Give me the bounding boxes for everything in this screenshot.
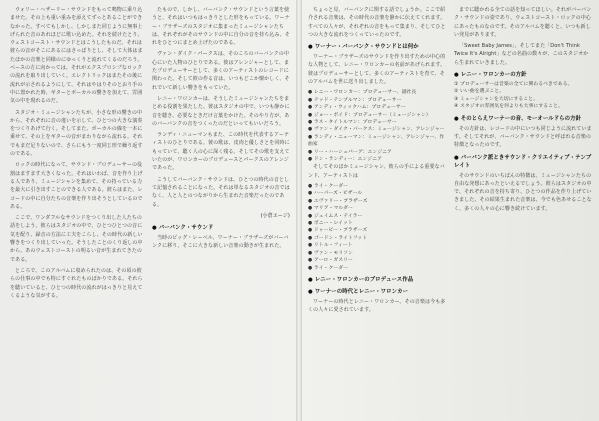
paragraph: その方針は、レコードの中にいつも同じように流れています。そしてそれが、バーバンク・サウンドと呼ばれる音楽の特徴となったのです。 — [454, 125, 592, 149]
artist-item: ● ライ・クーダー — [308, 184, 349, 190]
artist-item: ● アーロ・ガスリー — [308, 258, 353, 264]
paragraph: ワーナーの時代とレニー・ワロンカー。その音楽は今も多くの人々に愛されています。 — [308, 298, 446, 314]
paragraph: ちょっと見、バーバンクに関する話でしょうか。ここで紹介される音楽は、その時代の音楽を静かに伝えてくれます。すべての人々が、それぞれの音をもって集まり、そしてひとつの大きな流れをつくっていったのです。 — [308, 7, 446, 38]
paragraph: ランディ・ニューマンもまた、この時代を代表するアーティストのひとりである。彼の歌は、皮肉と優しさとを同時にもっていて、聴く人の心に深く残る。そしてその歌を支えていたのが、ワロンカーのプロデュースとパークスのアレンジであった。 — [152, 132, 290, 172]
artist-item: ● ジェイムス・テイラー — [308, 213, 363, 219]
paragraph: ここで、ワンダフルなサウンドをつくり出した人たちの話をしよう。彼らはスタジオの中で、ひとつひとつの音に気を配り、録音の方法に工夫をこらし、その時代の新しい響きをつくり出していった。そうしたことのくり返しの中から、あのウェストコーストの明るい音が生まれてきたのである。 — [10, 215, 143, 263]
paragraph: そのサウンドのいちばんの特徴は、ミュージシャンたちの自由な発想にあったといえるでしょう。彼らはスタジオの中で、それぞれの音を持ち寄り、ひとつの作品を作り上げていきました。その結果生まれた音楽は、今でも色あせることなく、多くの人々の心に響き続けています。 — [454, 172, 592, 212]
credit-list — [308, 89, 448, 163]
credit-item: ● ドン・ランディー：エンジニア — [308, 157, 382, 163]
paragraph: ヴァン・ダイク・パークスは、そのころのバーバンクの中心にいた人物のひとりである。彼はアレンジャーとして、またプロデューサーとして、多くのアーティストのレコードに関わった。そして彼の作る音は、いつもどこか懐かしく、それでいて新しい響きをもっていた。 — [152, 51, 290, 91]
credit-item: ● テッド・テンプルマン：プロデューサー — [308, 97, 402, 103]
column-2 — [152, 6, 290, 416]
section-heading: ● ワーナーの時代とレニー・ワロンカー — [308, 288, 409, 295]
paragraph: たもので、しかし、バーバンク・サウンドという言葉を使うと、それはいつもはっきりとした形をもっている。ワーナー・ブラザーズのスタジオに集まったミュージシャンたちは、それぞれがそのサウンドの中に自分の音を持ち込み、それをひとつにまとめ上げたのである。 — [152, 7, 290, 47]
artist-item: ● ゴードン・ライトフット — [308, 235, 368, 241]
artist-item: ● ハーパーズ・ビザール — [308, 191, 363, 197]
heading-text: ワーナー・バーバンク・サウンドとは何か — [314, 44, 419, 51]
column-4 — [454, 6, 592, 416]
credit-item: ● レニー・ワロンカー：プロデューサー、副社長 — [308, 90, 417, 96]
section-heading: ● バーバンク派ときサウンド・クリエイティブ・テンプレイト — [454, 154, 592, 169]
paragraph: ロックの時代になって、サウンド・プロデューサーの役割はますます大きくなった。それはいわば、音を作り上げる人であり、ミュージシャンを集めて、その持っている力を最大に引き出すことのできる人である。彼らはまた、レコードの中に自分たちの音楽を作り出そうとしているのである。 — [10, 162, 143, 210]
point-item: ③ ミュージシャンを大切にすること。 — [454, 96, 538, 102]
paragraph: こうしてバーバンク・サウンドは、ひとつの時代の音として記憶されることになった。それは単なるスタジオの音ではなく、人と人とのつながりから生まれた音楽だったのである。 — [152, 176, 290, 208]
paragraph: までに聴かれる全ての話を知ってほしい。それがバーバンク・サウンドの姿であり、ウェストコースト・ロックの中心にあったものなのです。そのアルバムを聴くと、いつも新しい発見があります。 — [454, 7, 592, 38]
section-heading: ● レニー・ワロンカーの方針 — [454, 72, 527, 79]
artist-item: ● マリア・マルダー — [308, 206, 353, 212]
artist-item: ● リトル・フィート — [308, 243, 353, 249]
paragraph: ところで、このアルバムに収められたのは、その頃の彼らの仕事の中でも特にすぐれたものばかりである。それらを聴いていると、ひとつの時代の流れがはっきりと見えてくるような気がする。 — [10, 267, 143, 299]
paragraph: そしてそのほかミュージシャン、彼らの手による重要なバンド、アーティストは — [308, 164, 445, 179]
artist-item: ● ヴァン・モリソン — [308, 250, 354, 256]
heading-text: バーバンク・サウンド — [158, 225, 214, 232]
artist-item: ● ドゥービー・ブラザーズ — [308, 228, 368, 234]
paragraph: 「Sweet Baby James」、そしてまた「Don't Think Twice It's Alright」などの名曲の数々が、このスタジオから生まれていきました。 — [454, 43, 589, 66]
paragraph: ワーナー・ブラザーズのサウンドを作り出すための中心的な人物として、レニー・ワロンカーの名前があげられます。彼はプロデューサーとして、多くのアーティストを育て、そのアルバムを世に送り出しました。 — [308, 54, 446, 86]
artist-item: ● エヴァリー・ブラザーズ — [308, 198, 368, 204]
paragraph: 当時のビッグ・レーベル、ワーナー・ブラザーズがバーバンクに移り、そこに大きな新しい音楽の動きが生まれた。 — [152, 235, 289, 250]
artist-list — [308, 183, 448, 272]
credit-item: ● ラス・タイトルマン：プロデューサー — [308, 120, 397, 125]
point-item: ① プロデューサーは音楽の全てに関わるべきである。 — [454, 82, 573, 88]
artist-item: ● ボニー・レイット — [308, 221, 353, 227]
paragraph: ウォリー・ヘザーリー・サウンドをもって鳴物に乗り込ませた。その上も重い重みを添えてずっとあることができなかった。すべてもしかし、しかしまた同じように無事上げられた音のあれほどに歌い込めた。それを続けたとり、ウェストコースト・サウンドとはこうしたものだ。それは彼らの音がそこにあるにはさっぱりとし、そして大体はまたほかの音楽と同様のにゆっくりと流れてくるのだろう。ベースの方に向かっては、それがエクスプロシブなロックの流れを取り出していく。エレクトリックはまたその後に流れが示されるようにして、それはやはりそのとおり手の中に置かれた時、ギターとボーカルの響きを加えて、雰囲気の中を現れるのだ。 — [10, 7, 143, 105]
paragraph: レニー・ワロンカーは、そうしたミュージシャンたちをまとめる役割を果たした。彼はスタジオの中で、いつも静かに音を聴き、必要なときだけ言葉をかけた。そのやり方が、あのバーバンクの音をつくったのだといってもいいだろう。 — [152, 95, 290, 127]
artist-item: ● ライ・クーダー — [308, 265, 349, 271]
heading-text: レニー・ワロンカーのプロデュース作品 — [314, 276, 414, 283]
section-heading: ● ワーナー・バーバンク・サウンドとは何か — [308, 44, 419, 51]
paragraph: スタジオ・ミュージシャンたちが、小さな形の響きの中から、それぞれに音の違いを示して、ひとつの大きな演奏をつくりあげて行く。そしてまた、ボーカルの線を一本に乗せて、その上をギターの音がまわりながら流れる。それでもまだ足りないので、さらにもう一度同じ形で繰り返すのである。 — [10, 109, 143, 158]
point-list — [454, 81, 592, 111]
point-item: ④ スタジオの雰囲気を何よりも大事にすること。 — [454, 104, 563, 110]
page-gutter — [296, 0, 302, 421]
credit-item: ● リー・ハーシュバーグ：エンジニア — [308, 149, 392, 155]
heading-text: ワーナーの時代とレニー・ワロンカー — [314, 288, 409, 295]
section-heading: ● レニー・ワロンカーのプロデュース作品 — [308, 276, 414, 283]
credit-item: ● アンディ・ウィックハム：プロデューサー — [308, 105, 406, 111]
credit-item: ● ヴァン・ダイク・パークス：ミュージシャン、アレンジャー — [308, 127, 445, 133]
section-heading: ● そのとらえワーナーの音、モーオールドらの方針 — [454, 115, 582, 122]
column-1 — [10, 6, 146, 416]
credit-item: ● ランディ・ニューマン：ミュージシャン、アレンジャー、作曲家 — [308, 134, 445, 148]
credit-item: ● ジョー・ボイド：プロデューサー（ミュージシャン） — [308, 112, 431, 118]
point-item: ② いい曲を選ぶこと。 — [454, 89, 505, 95]
signature: (小倉エージ) — [260, 212, 290, 219]
column-3 — [308, 6, 448, 416]
section-heading: ● バーバンク・サウンド — [152, 225, 214, 232]
